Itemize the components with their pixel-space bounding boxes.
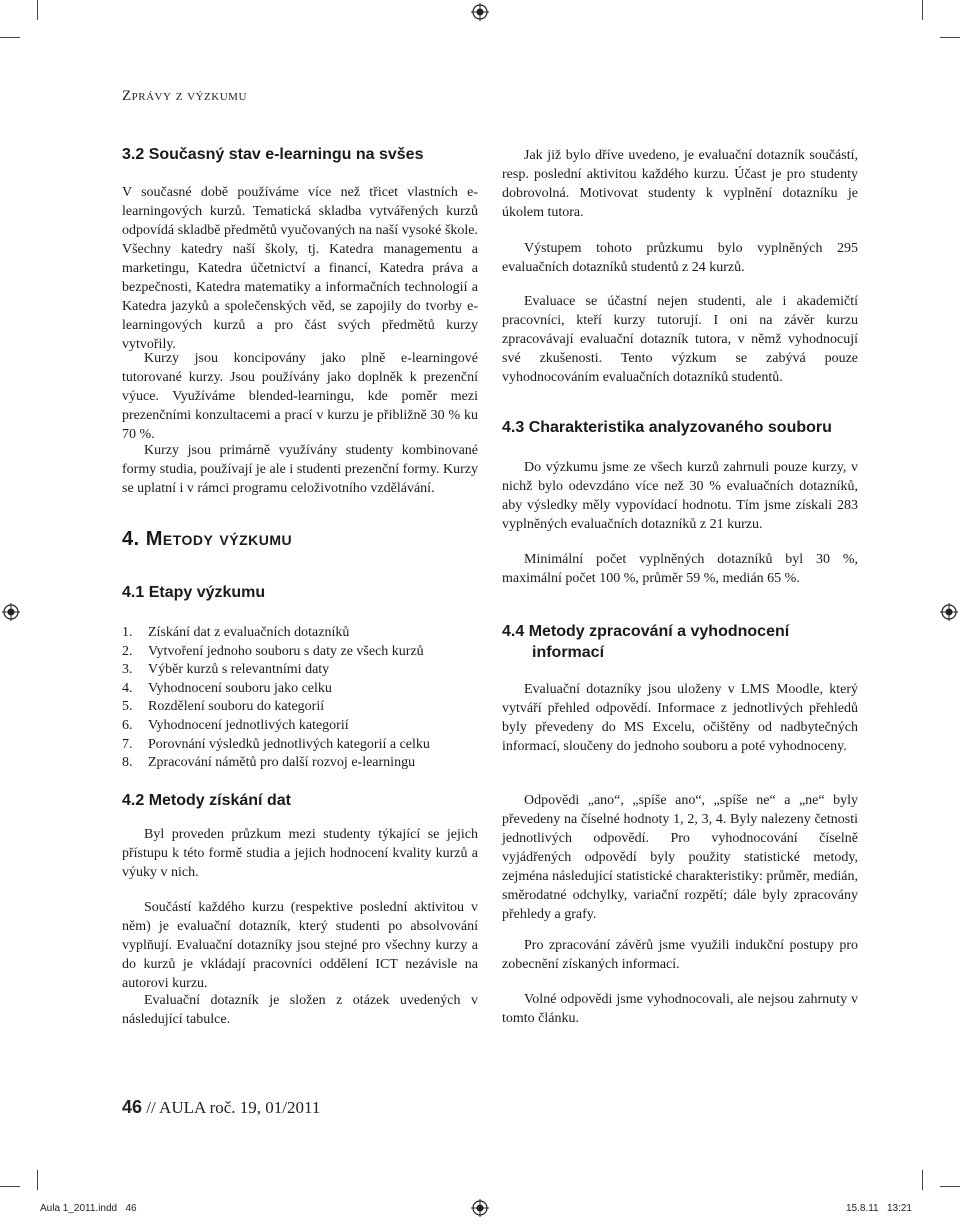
section-heading-4-1: 4.1 Etapy výzkumu bbox=[122, 584, 266, 601]
paragraph: Odpovědi „ano“, „spíše ano“, „spíše ne“ a „ne“ byly převedeny na číselné hodnoty 1, 2, 3, 4. Byly nalezeny četnosti jednotlivých odpovědí. Pro vyhodnocování číselně vyjádřených odpovědí byly použity statistické metody, zejména následující statistické charakteristiky: průměr, medián, směrodatné odchylky, variační rozpětí; dále byly zpracovány přehledy a grafy. bbox=[502, 793, 858, 922]
paragraph: Pro zpracování závěrů jsme využili indukční postupy pro zobecnění získaných informací. bbox=[502, 938, 858, 972]
journal-info: AULA roč. 19, 01/2011 bbox=[159, 1098, 321, 1117]
section-heading-4-2: 4.2 Metody získání dat bbox=[122, 792, 291, 809]
research-steps-list bbox=[122, 624, 478, 773]
list-item: 3. Výběr kurzů s relevantními daty bbox=[122, 662, 330, 678]
paragraph: Výstupem tohoto průzkumu bylo vyplněných 295 evaluačních dotazníků studentů z 24 kurzů. bbox=[502, 241, 858, 275]
running-head: Zprávy z výzkumu bbox=[122, 88, 247, 104]
paragraph: Kurzy jsou primárně využívány studenty kombinované formy studia, používají je ale i studenti prezenční formy. Kurzy se uplatní i v rámci programu celoživotního vzdělávání. bbox=[122, 443, 478, 496]
list-item: 2. Vytvoření jednoho souboru s daty ze všech kurzů bbox=[122, 643, 424, 659]
section-heading-4-3: 4.3 Charakteristika analyzovaného souboru bbox=[502, 419, 832, 436]
page-footer bbox=[122, 1097, 320, 1118]
list-item: 4. Vyhodnocení souboru jako celku bbox=[122, 680, 332, 696]
paragraph: Evaluační dotazníky jsou uloženy v LMS Moodle, který vytváří přehled odpovědí. Informace z jednotlivých přehledů byly převedeny do MS Excelu, očištěny od nadbytečných informací, sloučeny do jednoho souboru a poté vyhodnoceny. bbox=[502, 682, 858, 754]
footer-separator: // bbox=[146, 1098, 156, 1117]
page-number: 46 bbox=[122, 1097, 143, 1117]
crop-mark-top-right-h bbox=[940, 37, 960, 38]
paragraph: Volné odpovědi jsme vyhodnocovali, ale nejsou zahrnuty v tomto článku. bbox=[502, 992, 858, 1026]
registration-target-icon bbox=[471, 3, 489, 21]
crop-mark-bottom-left bbox=[37, 1170, 38, 1190]
slug-date: 15.8.11 13:21 bbox=[846, 1203, 912, 1214]
section-heading-4-4-line1: 4.4 Metody zpracování a vyhodnocení bbox=[502, 623, 790, 640]
list-item: 6. Vyhodnocení jednotlivých kategorií bbox=[122, 717, 349, 733]
crop-mark-bottom-right bbox=[922, 1170, 923, 1190]
registration-target-icon bbox=[940, 603, 958, 621]
section-heading-4-4 bbox=[502, 621, 789, 663]
paragraph: Do výzkumu jsme ze všech kurzů zahrnuli pouze kurzy, v nichž bylo odevzdáno více než 30 % evaluačních dotazníků, aby výsledky měly vypovídací hodnotu. Tím jsme získali 283 vyplněných evaluačních dotazníků z 21 kurzu. bbox=[502, 460, 858, 532]
crop-mark-bottom-right-h bbox=[940, 1186, 960, 1187]
slug-file-info: Aula 1_2011.indd 46 bbox=[40, 1203, 137, 1214]
section-heading-4-4-line2: informací bbox=[532, 644, 605, 661]
crop-mark-top-right bbox=[922, 0, 923, 20]
paragraph: Minimální počet vyplněných dotazníků byl 30 %, maximální počet 100 %, průměr 59 %, medián 65 %. bbox=[502, 552, 858, 586]
paragraph: Byl proveden průzkum mezi studenty týkající se jejich přístupu k této formě studia a jejich hodnocení kvality kurzů a výuky v nich. bbox=[122, 827, 478, 880]
registration-target-icon bbox=[471, 1199, 489, 1217]
crop-mark-top-left-h bbox=[0, 37, 20, 38]
paragraph: Jak již bylo dříve uvedeno, je evaluační dotazník součástí, resp. poslední aktivitou každého kurzu. Účast je pro studenty dobrovolná. Motivovat studenty k vyplnění dotazníku je úkolem tutora. bbox=[502, 148, 858, 220]
paragraph: Součástí každého kurzu (respektive poslední aktivitou v něm) je evaluační dotazník, který studenti po absolvování vyplňují. Evaluační dotazníky jsou stejné pro všechny kurzy a do kurzů je vkládají pracovníci oddělení ICT nezávisle na autorovi kurzu. bbox=[122, 900, 478, 991]
list-item: 5. Rozdělení souboru do kategorií bbox=[122, 699, 325, 715]
list-item: 7. Porovnání výsledků jednotlivých kategorií a celku bbox=[122, 736, 430, 752]
chapter-heading-4: 4. Metody výzkumu bbox=[122, 528, 293, 550]
list-item: 1. Získání dat z evaluačních dotazníků bbox=[122, 625, 350, 640]
paragraph: Kurzy jsou koncipovány jako plně e-learningové tutorované kurzy. Jsou používány jako doplněk k prezenční výuce. Využíváme blended-learningu, kde poměr mezi prezenčními konzultacemi a prací v kurzu je přibližně 30 % ku 70 %. bbox=[122, 351, 478, 442]
registration-target-icon bbox=[2, 603, 20, 621]
crop-mark-top-left bbox=[37, 0, 38, 20]
list-item: 8. Zpracování námětů pro další rozvoj e-learningu bbox=[122, 755, 416, 771]
crop-mark-bottom-left-h bbox=[0, 1186, 20, 1187]
paragraph: V současné době používáme více než třicet vlastních e-learningových kurzů. Tematická skladba vytvářených kurzů odpovídá skladbě předmětů vyučovaných na naší vysoké škole. Všechny katedry naší školy, tj. Katedra managementu a marketingu, Katedra účetnictví a financí, Katedra práva a bezpečnosti, Katedra matematiky a informačních technologií a Katedra jazyků a společenských věd, se zapojily do tvorby e-learningových kurzů a pro část svých předmětů kurzy vytvořily. bbox=[122, 185, 478, 352]
section-heading-3-2: 3.2 Současný stav e-learningu na svšes bbox=[122, 146, 424, 163]
paragraph: Evaluace se účastní nejen studenti, ale i akademičtí pracovníci, kteří kurzy tutorují. I oni na závěr kurzu zpracovávají evaluační dotazník tutora, v němž vyhodnocují své zkušenosti. Tento výzkum se zabývá pouze vyhodnocováním evaluačních dotazníků studentů. bbox=[502, 294, 858, 385]
paragraph: Evaluační dotazník je složen z otázek uvedených v následující tabulce. bbox=[122, 993, 478, 1027]
